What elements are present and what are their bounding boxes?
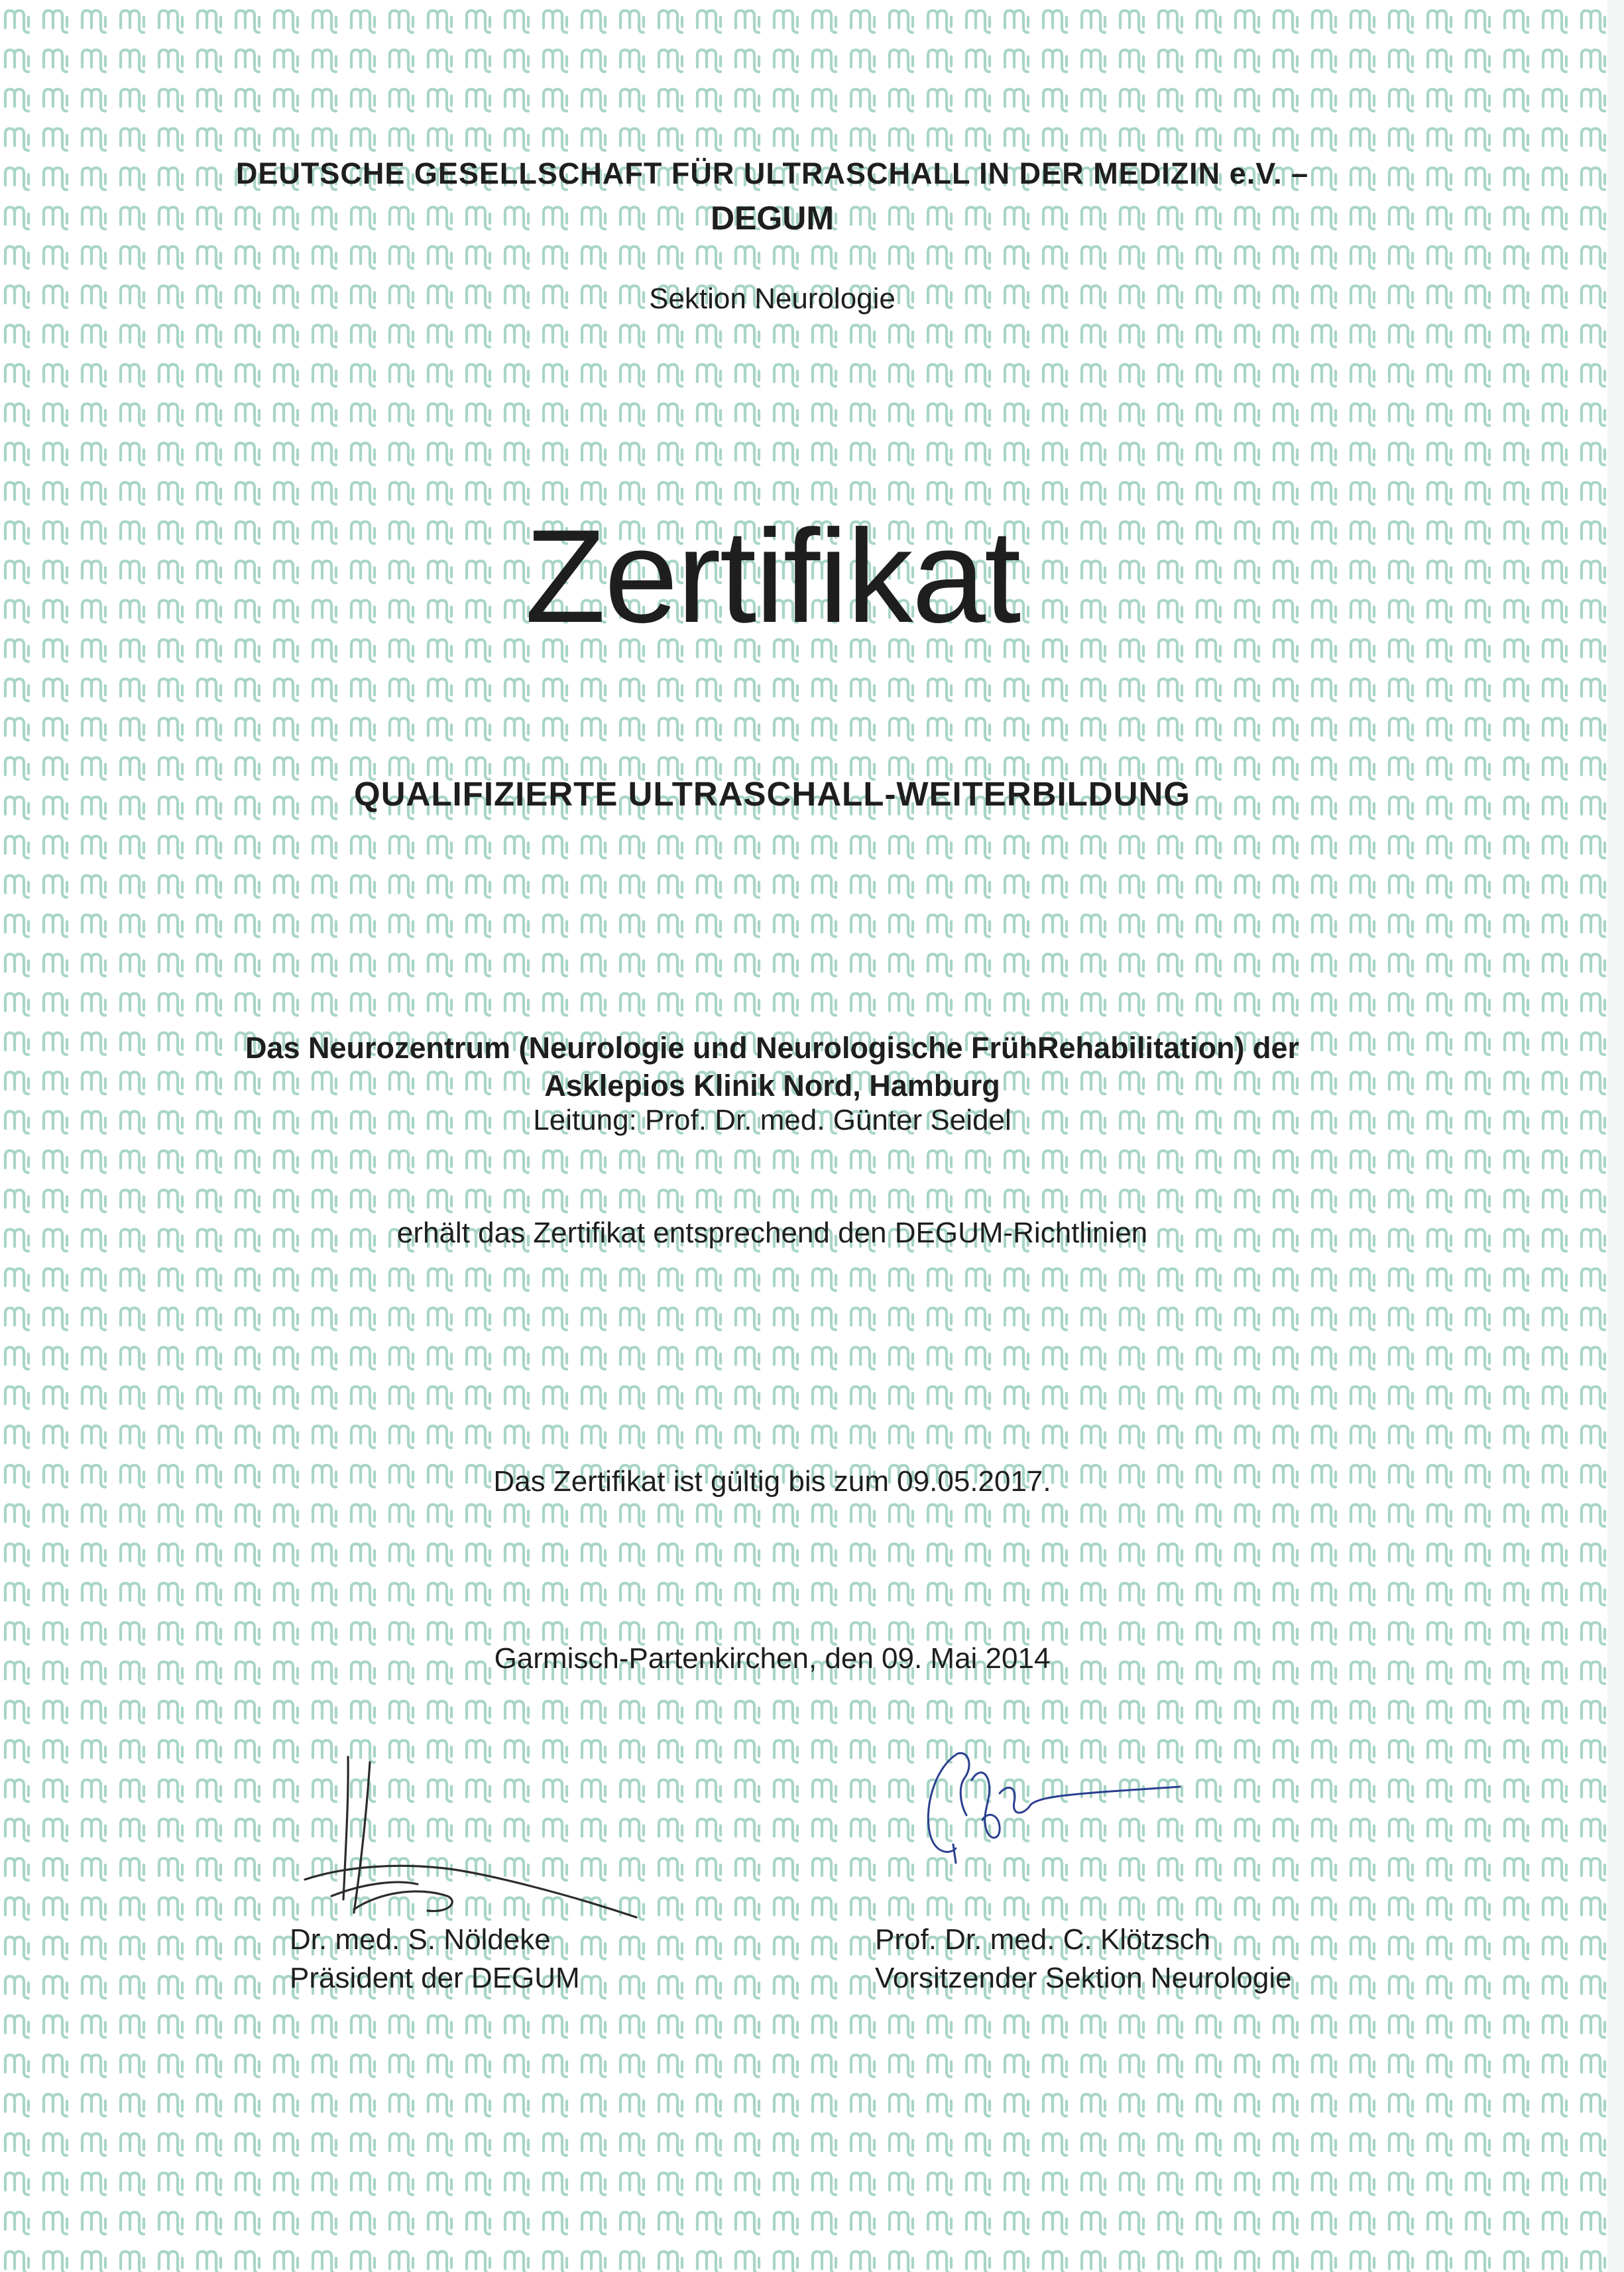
signatory-right bbox=[875, 1921, 1292, 1998]
section-name: Sektion Neurologie bbox=[649, 282, 896, 315]
signatory-right-role: Vorsitzender Sektion Neurologie bbox=[875, 1962, 1292, 1994]
signatory-left-name: Dr. med. S. Nöldeke bbox=[290, 1923, 551, 1956]
scan-edge bbox=[1607, 0, 1624, 2272]
signatory-left-role: Präsident der DEGUM bbox=[290, 1962, 580, 1994]
certificate-statement: erhält das Zertifikat entsprechend den DEGUM-Richtlinien bbox=[396, 1217, 1148, 1249]
place-and-date: Garmisch-Partenkirchen, den 09. Mai 2014 bbox=[494, 1642, 1051, 1675]
recipient-name-line-1: Das Neurozentrum (Neurologie und Neurologische FrühRehabilitation) der bbox=[245, 1031, 1300, 1065]
signature-right-image bbox=[908, 1730, 1206, 1889]
certificate-title: Zertifikat bbox=[524, 503, 1020, 650]
signature-left-image bbox=[285, 1744, 656, 1923]
signatory-right-name: Prof. Dr. med. C. Klötzsch bbox=[875, 1923, 1211, 1956]
organization-name: DEUTSCHE GESELLSCHAFT FÜR ULTRASCHALL IN DER MEDIZIN e.V. – bbox=[235, 156, 1309, 190]
recipient-name-line-2: Asklepios Klinik Nord, Hamburg bbox=[544, 1069, 1000, 1103]
organization-abbreviation: DEGUM bbox=[710, 200, 835, 237]
certificate-subtitle: QUALIFIZIERTE ULTRASCHALL-WEITERBILDUNG bbox=[354, 775, 1190, 813]
signatory-left bbox=[290, 1921, 580, 1998]
recipient-director: Leitung: Prof. Dr. med. Günter Seidel bbox=[533, 1104, 1012, 1136]
validity-statement: Das Zertifikat ist gültig bis zum 09.05.2017. bbox=[493, 1465, 1051, 1498]
